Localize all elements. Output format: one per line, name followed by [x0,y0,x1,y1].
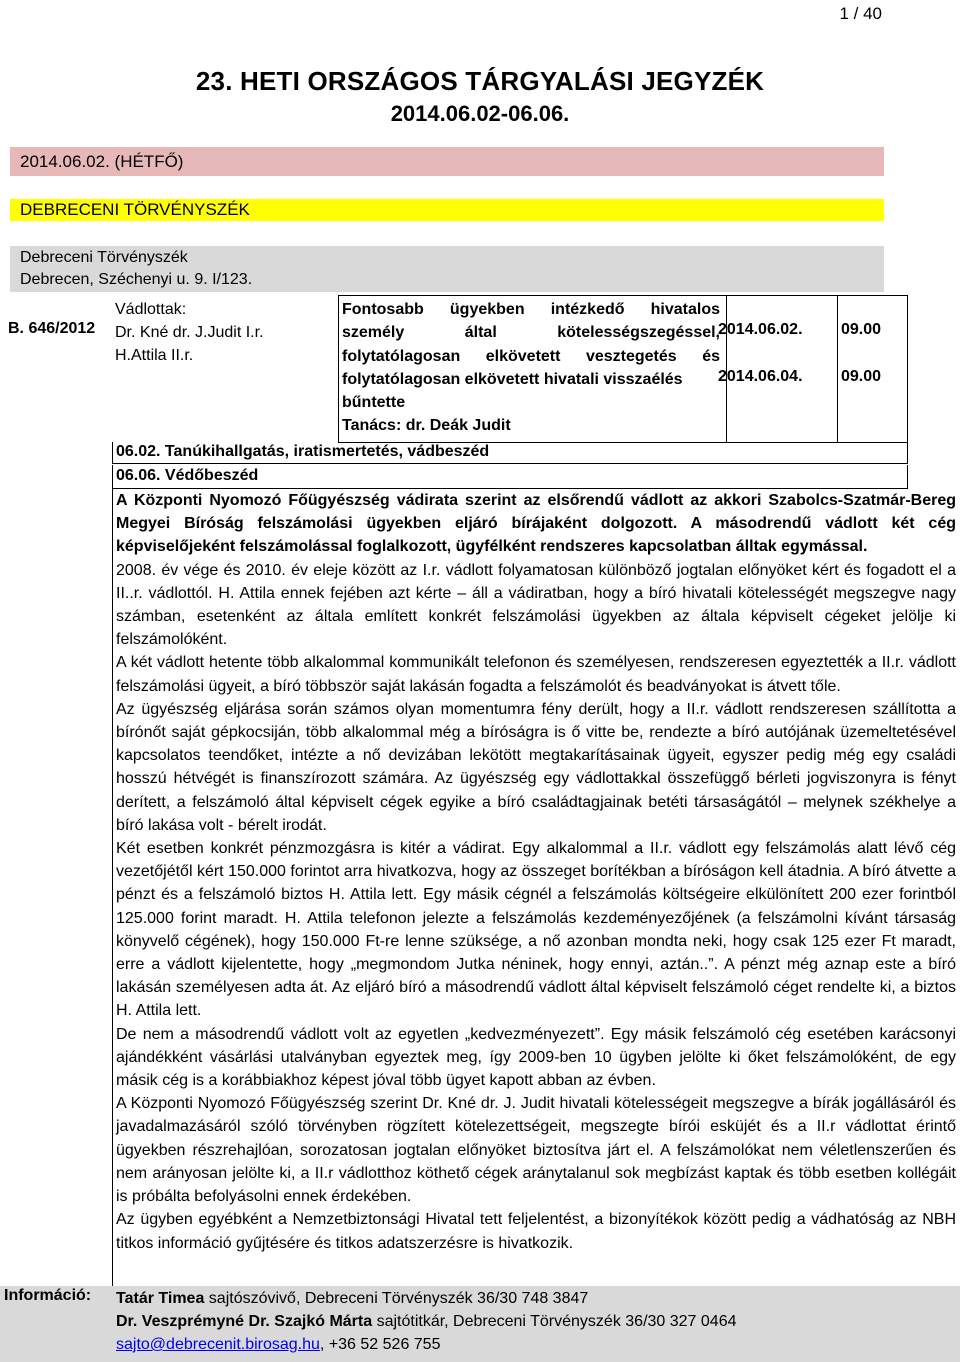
summary-paragraph: 2008. év vége és 2010. év eleje között az I.r. vádlott folyamatosan különböző jogtalan előnyöket kért és fogadott el a II..r. vádlottól. H. Attila ennek fejében azt kérte – áll a vádiratban, hogy a bíró hivatali kötelességét megszegve nagy számban, esetenként az általa említett konkrét felszámolási ügyekben az általa képviselt cégeket jelölje ki felszámolóként. [116,561,956,649]
charge-text: Fontosabb ügyekben intézkedő hivatalos személy által kötelességszegéssel, folytatólagosan elkövetett vesztegetés és folytatólagosan elkövetett hivatali visszaélés [342,301,720,388]
hearing-time: 09.00 [841,368,882,385]
contact-line [116,1287,737,1310]
content-divider [112,489,113,1286]
email-link[interactable]: sajto@debrecenit.birosag.hu [116,1336,320,1353]
hearing-time: 09.00 [841,321,882,338]
council: Tanács: dr. Deák Judit [342,417,511,435]
contact-phone: , +36 52 526 755 [319,1336,441,1353]
charge-tail: bűntette [342,394,406,412]
column-divider [837,296,838,442]
document-date-range: 2014.06.02-06.06. [390,101,570,126]
defendant-name: H.Attila II.r. [115,347,194,364]
court-address: Debrecen, Széchenyi u. 9. I/123. [20,271,253,288]
summary-paragraph: Az ügyészség eljárása során számos olyan momentumra fény derült, hogy a II.r. vádlott rendszeresen szállította a bírónőt saját gépkocsiján, több alkalommal még a bíróságra is ő vitte be, rendezte a bíró autójának üzemeltetésével kapcsolatos teendőket, intézte a nő devizában lekötött megtakarításainak ügyeit, egyszer pedig még egy családi hosszú hétvégét is finanszírozott számára. Az ügyészség egy vádlottakkal összefüggő bérleti jogviszonyra is fényt derített, a felszámoló által képviselt cégek egyike a bíró családtagjainak betéti társaságától – melynek székhelye a bíró lakása volt - bérelt irodát. [116,700,956,834]
info-label: Információ: [4,1287,92,1304]
contact-line [116,1333,737,1356]
contact-details: sajtószóvivő, Debreceni Törvényszék 36/30 748 3847 [204,1290,589,1307]
charge-description [342,298,720,438]
contact-name: Dr. Veszprémyné Dr. Szajkó Márta [116,1313,373,1330]
document-title: 23. HETI ORSZÁGOS TÁRGYALÁSI JEGYZÉK [195,66,765,96]
summary-paragraph: Két esetben konkrét pénzmozgásra is kitér a vádirat. Egy alkalommal a II.r. vádlott egy felszámolás alatt lévő cég vezetőjétől kért 150.000 forintot arra hivatkozva, hogy az összeget borítékban a bíróságon kell átadnia. A bíró átvette a pénzt és a felszámoló biztos H. Attila lett. Egy másik cégnél a felszámolás költségeire elkülönített 200 ezer forintból 125.000 forint maradt. H. Attila telefonon jelezte a felszámolás kezdeményezőjének (a felszámolni kívánt társaság könyvelő cégének), hogy 150.000 Ft-re lenne szüksége, a nő azonban mondta neki, hogy csak 125 ezer Ft maradt, erre a vádlott kijelentette, hogy „megmondom Jutka néninek, hogy ennyi, aztán..”. A pénzt még aznap este a bíró lakásán személyesen adta át. Az eljáró bíró a másodrendű vádlott által képviselt felszámoló céget rendelte ki, a biztos H. Attila lett. [116,840,956,1020]
contact-name: Tatár Timea [116,1290,205,1307]
case-summary [116,489,956,1255]
schedule-item: 06.02. Tanúkihallgatás, iratismertetés, vádbeszéd [116,443,490,460]
contact-line [116,1310,737,1333]
hearing-date: 2014.06.04. [718,368,803,385]
summary-paragraph: Az ügyben egyébként a Nemzetbiztonsági Hivatal tett feljelentést, a bizonyítékok között pedig a vádhatóság az NBH titkos információ gyűjtésére és titkos adatszerzésre is hivatkozik. [116,1211,956,1252]
contact-details: sajtótitkár, Debreceni Törvényszék 36/30 327 0464 [372,1313,737,1330]
defendants-label: Vádlottak: [115,301,187,318]
court-name: Debreceni Törvényszék [20,249,188,266]
defendant-name: Dr. Kné dr. J.Judit I.r. [115,324,264,341]
hearing-date: 2014.06.02. [718,321,803,338]
court-header: DEBRECENI TÖRVÉNYSZÉK [10,199,884,221]
court-info [10,246,884,292]
summary-paragraph: A Központi Nyomozó Főügyészség szerint Dr. Kné dr. J. Judit hivatali kötelességeit megszegve a bírák jogállásáról és javadalmazásáról szóló törvényben rögzített kötelezettségeit, megszegte bírói esküjét és a II.r vádlottat érintő ügyekben részrehajlóan, sorozatosan jogtalan előnyöket biztosítva járt el. A felszámolókat nem véletlenszerűen és nem arányosan jelölte ki, a II.r vádlotthoz köthető cégek aránytalanul sok megbízást kaptak és több esetben kollégáit is próbálta befolyásolni ennek érdekében. [116,1095,956,1206]
summary-lead: A Központi Nyomozó Főügyészség vádirata szerint az elsőrendű vádlott az akkori Szabolcs-Szatmár-Bereg Megyei Bíróság felszámolási ügyekben eljáró bírájaként dolgozott. A másodrendű vádlott két cég képviselőjeként felszámolással foglalkozott, ügyfélként rendszeres kapcsolatban álltak egymással. [116,492,956,556]
day-header: 2014.06.02. (HÉTFŐ) [10,147,884,176]
info-contacts [116,1287,737,1356]
case-number: B. 646/2012 [8,320,96,337]
defendants [115,298,264,367]
page-number: 1 / 40 [839,4,882,23]
summary-paragraph: De nem a másodrendű vádlott volt az egyetlen „kedvezményezett”. Egy másik felszámoló cég esetében karácsonyi ajándékként vásárlási utalványban egyeztek meg, így 2009-ben 10 ügyben jelölte ki őket felszámolóként, de egy másik cég is a korábbiakhoz képest jóval több ügyet kapott abban az évben. [116,1025,956,1090]
summary-paragraph: A két vádlott hetente több alkalommal kommunikált telefonon és személyesen, rendszeresen egyeztették a II.r. vádlott felszámolási ügyeit, a bíró többször saját lakásán fogadta a felszámolót és beadványokat is átvett tőle. [116,654,956,695]
schedule-item: 06.06. Védőbeszéd [116,467,259,484]
